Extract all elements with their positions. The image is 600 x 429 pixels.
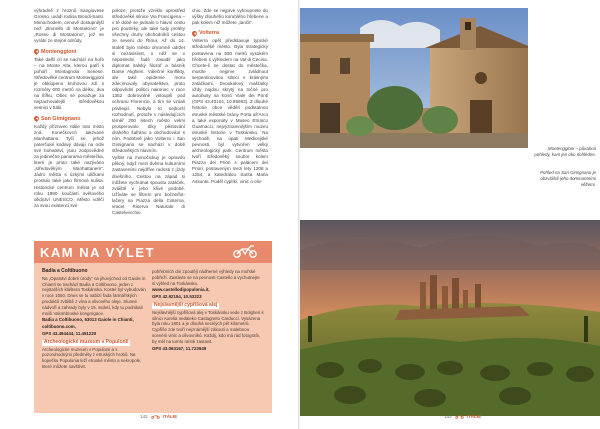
- tip-label: Archeologické muzeum v Populonii: [44, 338, 129, 345]
- village-street-photo: [300, 8, 528, 148]
- text-column-2: [112, 8, 185, 217]
- map-pin-icon: [191, 30, 198, 37]
- tip-url: www.castellodipopulonia.it,: [152, 287, 210, 293]
- page-folio: [140, 414, 177, 419]
- tips-title: KAM NA VÝLET: [40, 245, 156, 260]
- tip-url: coltibuono.com,: [42, 324, 76, 330]
- paragraph: Také další cíl se nachází na hoře – na Monte Alta, kterou patří k pohoří Montagnola Senese. Středověké centrum Monteriggioni je obklopeno kruhovou zdí s rozměry 600 metrů na délku, dva na šířku. Obec se považuje za nejzachovalejší středověkou vesnici v Itálii.: [34, 56, 104, 111]
- map-pin-icon: [33, 115, 40, 122]
- photo-monteriggioni: [300, 8, 528, 148]
- tip-gps: GPS 43.494444, 11.451220: [42, 330, 97, 336]
- publication-brand: ITÁLIE: [466, 414, 482, 419]
- paragraph: chio. Zde se nejprve vyhoupnete do výšky dlouhého koruhlého hřebene a pak kolem níž můžete „tančit“.: [192, 8, 268, 26]
- publication-brand: ITÁLIE: [162, 414, 178, 419]
- tip-text: pohřebních dní zpoutějí nádherné výhledy na mořské pobřeží. Zastavte se na pevnosti Castello a vychutnejte si výhled na Toskánsko.: [152, 269, 260, 286]
- page-folio: [444, 414, 481, 419]
- tip-name: Badia a Coltibuono: [42, 268, 88, 274]
- page-number: 143: [444, 414, 452, 419]
- tips-column-1: [42, 269, 148, 371]
- tip-gps: GPS 42.92154, 10.53223: [152, 294, 202, 300]
- motorcycle-icon: [232, 244, 258, 258]
- photo-caption: Pohled na San Gimignano je obzvláště jeho dominantními věžemi.: [540, 170, 596, 187]
- text-column-3: [192, 8, 268, 186]
- tip-text: Archeologické muzeum v Populonii a s pozoruhodnými předměty z etruských hrobů. Na kopečku Populonia leží etruské město a nekropole, které můžete navštívit.: [42, 346, 142, 369]
- section-heading-label: Montenggioni: [41, 48, 77, 55]
- motorcycle-icon: [151, 414, 160, 419]
- section-heading-volterra: [192, 30, 268, 36]
- section-heading-label: San Gimignano: [41, 115, 81, 122]
- tips-column-2: [152, 269, 264, 352]
- section-heading-san-gimignano: [34, 116, 104, 122]
- paragraph: Každý příznivec Itálie toto místo zná. Konečkovců takzvané Manhattanu: Tyčí se, jehož paterčuké kodavy dávají na odiv své bohatství, jsou zodpovědné za jedinečné panorama městečka, které je proto také nazýváno „středověkým Manhattanem“. Jádro města s úzkými uličkami proslulo také jako filmová kulisa. Historické centrum města je od roku 1990 součástí světového dědictví UNESCO. Město vděčí za svou existenci své: [34, 123, 104, 208]
- tip-label: Nejslavnější cypřišová alej: [154, 301, 218, 308]
- paragraph: Volterra opět představuje typické středověké město. Byla strategicky postavena na 550 metrů vysokém hřebeni s výhledem na Val di Cecina. Chcete-li se dostat do městečka, musíte nejprve zvládnout serpentinovitou silnici s krásnými zatáčkami. Dvoukolový mašťatky vždy najdou skrytý na točné pro autobusy na konci Viale dei Ponti (GPS 43.40104, 10.85993). Z dlouhé historie obce vědělí podstatnou etruské městské brány Porta all’Arco a také exponáty v Museo Etrusco Guarnacci, nejvýznamnějším muzeu etruské historie v Toskánsku. Na východě, na úpatí Medicejské pevnosti, byl vytvořen velký archeologický park. Centrum města tvoří středověký soubor kolem Piazza dei Priori s palácem dei Priori, postaveným mezi lety 1208 a 1254, a katedrálou Santa Maria Assunta. Poděl cyplíkí, vinic a oliv-: [192, 38, 268, 184]
- tip-gps: GPS 43.063167, 11.723949: [152, 345, 207, 351]
- tip-text: Na „Opatství dobré úrody“ na jihovýchod od Gaiole in Chianti se nachází Badia a Coltibuono, jeden z nejstarších kláštera Toskánska. Kostel byl vybudován v roce 1050. Dnes se tu nabízí řada farmářských produktů zvláště z vína a olivového oleje. Slunné nádvoří a zahrady byly v 15. století, kdy tu podnikali mniši Valombroské kongregace.: [42, 275, 146, 316]
- text-column-1: [34, 8, 104, 210]
- section-heading-label: Volterra: [199, 30, 219, 37]
- tip-text: Nejslavnější cypřišová alej v Toskánsku vede z Bolgheri k silnici Aurelia nedaleko Castagneto Carducci. Vysázena byla roku 1801 a je dlouhá necelých pět kilometrů. Cypřiše zde tvoří nejznámější zákoutí a malebnou scenérii vinic a olivovníků. Každý, kdo má rád fotografii, by měl na tomto místě zastavit.: [152, 309, 264, 344]
- page-number: 142: [140, 414, 148, 419]
- right-page: [300, 0, 600, 429]
- hilltop-towers-photo: [300, 220, 600, 416]
- paragraph: poloze, protože vzniklo uprostřed středověké silnice Via Francigena – v té době se jednalo o hlavní cestu pro poutníky, ale také tudy proléty všechny druhy obchodníků cestou ze severu do Říma. Až do 14. století bylo město ohromně udržet si nezávislost, o něž se v neposlední řadě zasadil jako diplomat italský filozof a básník Dante Alighieri. Válečné konflikty, ale také epidemie moru zdecimovaly obyvatelstvo, proto odpovědní politici nakonec v roce 1352 dobrovolně vstoupili pod ochranu Florencie, a tím se vzdali privilegií. Nebylo to nejhorší rozhodnutí, protože v následujících téměř 200 letech město velmi prosperovalo díky pěstování drahého šafránu a obchodování s ním. Podobně jako Volterra i San Gimignano se nachází v době středověkých hlavním.: [112, 8, 185, 154]
- motorcycle-icon: [455, 414, 464, 419]
- photo-caption: Montenggioni – půvabná pohledy, kam jen oko dohlédne.: [534, 146, 596, 157]
- map-pin-icon: [33, 48, 40, 55]
- paragraph: Vyšlet na monočickuy je opravdu pěkný, když mezi dvěma kulturními zastaveními nejdříve radosti z jízdy dnešního. Cestou na západ si můžete vychutnat spoustu zatáček, zvláště v jeho křivé podobě. Užíváte se filtrem pro bočne/fot-lačery na Piazza della Cisterna, vracet Riserva Naturale di Castelvecchio.: [112, 155, 185, 216]
- tips-box: [34, 241, 272, 413]
- section-heading-monteriggioni: [34, 49, 104, 55]
- tips-title-bar: [34, 241, 272, 263]
- photo-san-gimignano: [300, 220, 600, 416]
- paragraph: výhradně z hroznů Sangiovese Grosso, uvádí rodina Biondi-Santi. Mimochodem, cenově dostupnější než „Brunello di Montalcino“ je „Rosso di Montalcino“, jež se vyrábí ze stejné odrůdy.: [34, 8, 104, 44]
- tip-address: Badia a Coltibuono, 53013 Gaiole in Chianti,: [42, 317, 134, 323]
